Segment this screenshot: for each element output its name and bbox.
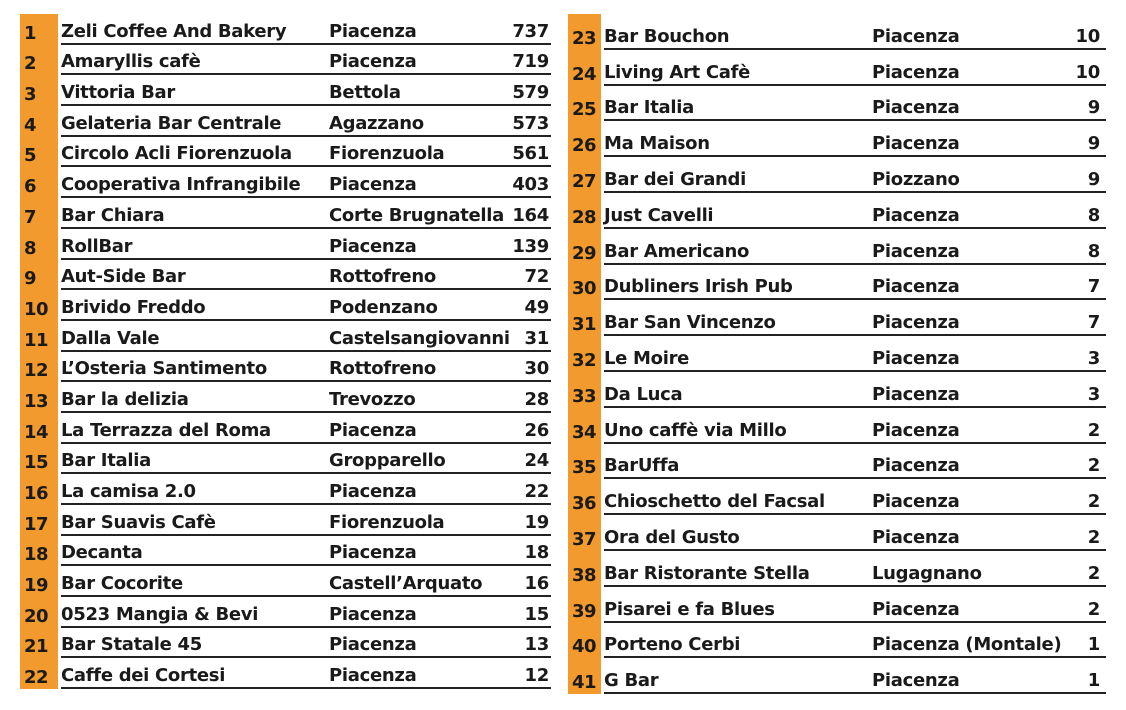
vote-count: 15 — [524, 603, 549, 625]
ranking-row — [20, 566, 551, 597]
ranking-row — [20, 260, 551, 291]
vote-count: 2 — [1087, 562, 1100, 584]
rank-number: 24 — [568, 50, 601, 86]
rank-number: 1 — [20, 14, 58, 45]
rank-number: 11 — [20, 321, 58, 352]
rank-number: 36 — [568, 479, 601, 515]
venue-city: Bettola — [329, 82, 401, 104]
ranking-row — [568, 300, 1106, 336]
vote-count: 561 — [512, 143, 549, 165]
venue-name: Vittoria Bar — [61, 82, 175, 104]
ranking-row — [568, 408, 1106, 444]
row-content — [604, 86, 1106, 122]
venue-name: 0523 Mangia & Bevi — [61, 603, 259, 625]
ranking-row — [568, 658, 1106, 694]
rank-number: 21 — [20, 628, 58, 659]
ranking-row — [568, 479, 1106, 515]
vote-count: 22 — [524, 481, 549, 502]
ranking-row — [568, 86, 1106, 122]
ranking-row — [568, 121, 1106, 157]
vote-count: 139 — [512, 235, 549, 257]
venue-name: La Terrazza del Roma — [61, 419, 271, 441]
venue-city: Rottofreno — [329, 358, 436, 380]
row-content — [604, 551, 1106, 587]
ranking-row — [20, 474, 551, 505]
venue-name: Cooperativa Infrangibile — [61, 174, 301, 196]
rank-number: 10 — [20, 290, 58, 321]
venue-name: L’Osteria Santimento — [61, 358, 267, 380]
row-content — [604, 121, 1106, 157]
vote-count: 10 — [1075, 61, 1100, 83]
venue-city: Piacenza — [872, 97, 960, 119]
venue-city: Piacenza — [872, 670, 960, 692]
venue-name: Pisarei e fa Blues — [604, 598, 775, 620]
venue-city: Piacenza — [872, 491, 960, 513]
ranking-row — [20, 321, 551, 352]
venue-name: Bar Suavis Cafè — [61, 511, 216, 533]
rank-number: 8 — [20, 229, 58, 260]
venue-city: Castelsangiovanni — [329, 327, 510, 349]
venue-name: Da Luca — [604, 383, 683, 405]
vote-count: 7 — [1087, 276, 1100, 298]
venue-name: Ma Maison — [604, 133, 710, 155]
ranking-row — [20, 352, 551, 383]
ranking-column-right — [568, 14, 1106, 694]
vote-count: 9 — [1087, 168, 1100, 190]
rank-number: 34 — [568, 408, 601, 444]
vote-count: 30 — [524, 358, 549, 380]
row-content — [604, 372, 1106, 408]
ranking-row — [568, 157, 1106, 193]
vote-count: 719 — [512, 51, 549, 73]
rank-number: 30 — [568, 265, 601, 301]
row-content — [61, 260, 551, 291]
rank-number: 6 — [20, 167, 58, 198]
venue-name: Bar Cocorite — [61, 573, 183, 595]
row-content — [61, 413, 551, 444]
rank-number: 19 — [20, 566, 58, 597]
rank-number: 37 — [568, 515, 601, 551]
row-content — [61, 382, 551, 413]
ranking-row — [568, 50, 1106, 86]
row-content — [61, 505, 551, 536]
rank-number: 35 — [568, 444, 601, 480]
vote-count: 18 — [524, 542, 549, 564]
venue-city: Piacenza — [872, 347, 960, 369]
venue-name: Chioschetto del Facsal — [604, 491, 825, 513]
ranking-row — [20, 198, 551, 229]
venue-city: Piacenza — [872, 383, 960, 405]
row-content — [61, 75, 551, 106]
venue-city: Gropparello — [329, 450, 446, 472]
venue-city: Piacenza — [872, 204, 960, 226]
venue-city: Piacenza — [872, 61, 960, 83]
venue-city: Piacenza — [329, 665, 417, 687]
vote-count: 12 — [524, 665, 549, 687]
venue-name: Decanta — [61, 542, 143, 564]
rank-number: 12 — [20, 352, 58, 383]
venue-name: Just Cavelli — [604, 204, 714, 226]
rank-number: 7 — [20, 198, 58, 229]
venue-city: Piacenza — [872, 240, 960, 262]
ranking-row — [20, 597, 551, 628]
row-content — [604, 658, 1106, 694]
ranking-row — [20, 658, 551, 689]
venue-city: Piacenza — [329, 51, 417, 73]
venue-city: Piacenza — [872, 276, 960, 298]
venue-city: Fiorenzuola — [329, 143, 445, 165]
ranking-row — [568, 515, 1106, 551]
rank-number: 4 — [20, 106, 58, 137]
venue-city: Corte Brugnatella — [329, 204, 504, 226]
rank-number: 13 — [20, 382, 58, 413]
venue-name: Uno caffè via Millo — [604, 419, 787, 441]
venue-city: Agazzano — [329, 112, 424, 134]
vote-count: 31 — [524, 327, 549, 349]
venue-name: Brivido Freddo — [61, 296, 206, 318]
row-content — [604, 157, 1106, 193]
venue-city: Podenzano — [329, 296, 438, 318]
rank-number: 40 — [568, 623, 601, 659]
vote-count: 737 — [512, 20, 549, 42]
rank-number: 32 — [568, 336, 601, 372]
venue-name: Circolo Acli Fiorenzuola — [61, 143, 292, 165]
ranking-row — [568, 14, 1106, 50]
row-content — [61, 536, 551, 567]
venue-city: Trevozzo — [329, 388, 416, 410]
rank-number: 5 — [20, 137, 58, 168]
ranking-row — [20, 628, 551, 659]
venue-city: Castell’Arquato — [329, 573, 483, 595]
row-content — [61, 137, 551, 168]
rank-number: 2 — [20, 45, 58, 76]
rank-number: 3 — [20, 75, 58, 106]
venue-name: Aut-Side Bar — [61, 266, 186, 288]
ranking-row — [20, 229, 551, 260]
vote-count: 28 — [524, 388, 549, 410]
venue-city: Piacenza (Montale) — [872, 634, 1062, 656]
venue-city: Rottofreno — [329, 266, 436, 288]
venue-name: Porteno Cerbi — [604, 634, 741, 656]
venue-name: Bar Italia — [604, 97, 694, 119]
row-content — [604, 336, 1106, 372]
venue-name: Gelateria Bar Centrale — [61, 112, 282, 134]
vote-count: 13 — [524, 634, 549, 656]
ranking-row — [568, 551, 1106, 587]
rank-number: 14 — [20, 413, 58, 444]
ranking-row — [20, 45, 551, 76]
row-content — [604, 587, 1106, 623]
venue-city: Piacenza — [329, 542, 417, 564]
vote-count: 26 — [524, 419, 549, 441]
ranking-row — [20, 536, 551, 567]
row-content — [61, 290, 551, 321]
vote-count: 2 — [1087, 526, 1100, 548]
ranking-row — [568, 193, 1106, 229]
vote-count: 2 — [1087, 491, 1100, 513]
venue-city: Piacenza — [329, 235, 417, 257]
row-content — [604, 265, 1106, 301]
ranking-row — [568, 336, 1106, 372]
vote-count: 8 — [1087, 204, 1100, 226]
rank-number: 29 — [568, 229, 601, 265]
rank-number: 33 — [568, 372, 601, 408]
venue-name: La camisa 2.0 — [61, 481, 196, 502]
rank-number: 38 — [568, 551, 601, 587]
vote-count: 1 — [1087, 634, 1100, 656]
rank-number: 22 — [20, 658, 58, 689]
venue-name: Bar Italia — [61, 450, 151, 472]
ranking-row — [20, 505, 551, 536]
venue-name: Caffe dei Cortesi — [61, 665, 226, 687]
vote-count: 49 — [524, 296, 549, 318]
vote-count: 573 — [512, 112, 549, 134]
venue-city: Piacenza — [872, 455, 960, 477]
venue-city: Piacenza — [329, 603, 417, 625]
venue-city: Piacenza — [329, 174, 417, 196]
vote-count: 72 — [524, 266, 549, 288]
row-content — [61, 566, 551, 597]
row-content — [604, 229, 1106, 265]
venue-name: Bar Statale 45 — [61, 634, 202, 656]
rank-number: 27 — [568, 157, 601, 193]
rank-number: 15 — [20, 444, 58, 475]
vote-count: 19 — [524, 511, 549, 533]
vote-count: 8 — [1087, 240, 1100, 262]
ranking-row — [568, 265, 1106, 301]
venue-city: Piacenza — [329, 20, 417, 42]
venue-name: Amaryllis cafè — [61, 51, 201, 73]
vote-count: 2 — [1087, 455, 1100, 477]
row-content — [61, 45, 551, 76]
row-content — [61, 474, 551, 505]
venue-city: Piacenza — [872, 598, 960, 620]
ranking-row — [20, 382, 551, 413]
rank-number: 9 — [20, 260, 58, 291]
ranking-row — [568, 372, 1106, 408]
venue-name: Living Art Cafè — [604, 61, 751, 83]
row-content — [604, 623, 1106, 659]
rank-number: 41 — [568, 658, 601, 694]
row-content — [61, 198, 551, 229]
ranking-row — [568, 444, 1106, 480]
vote-count: 9 — [1087, 133, 1100, 155]
row-content — [604, 50, 1106, 86]
venue-city: Lugagnano — [872, 562, 982, 584]
venue-city: Piacenza — [872, 526, 960, 548]
venue-name: Ora del Gusto — [604, 526, 740, 548]
venue-name: Dalla Vale — [61, 327, 160, 349]
row-content — [61, 229, 551, 260]
vote-count: 16 — [524, 573, 549, 595]
venue-city: Piacenza — [329, 481, 417, 502]
rank-number: 39 — [568, 587, 601, 623]
rank-number: 31 — [568, 300, 601, 336]
venue-city: Fiorenzuola — [329, 511, 445, 533]
ranking-column-left — [20, 14, 551, 689]
vote-count: 164 — [512, 204, 549, 226]
rank-number: 25 — [568, 86, 601, 122]
rank-number: 17 — [20, 505, 58, 536]
venue-city: Piacenza — [872, 312, 960, 334]
ranking-row — [20, 290, 551, 321]
rank-number: 28 — [568, 193, 601, 229]
rank-number: 18 — [20, 536, 58, 567]
rank-number: 16 — [20, 474, 58, 505]
row-content — [61, 597, 551, 628]
venue-city: Piacenza — [872, 133, 960, 155]
venue-name: Dubliners Irish Pub — [604, 276, 793, 298]
row-content — [604, 14, 1106, 50]
venue-city: Piozzano — [872, 168, 960, 190]
venue-name: G Bar — [604, 670, 659, 692]
row-content — [61, 106, 551, 137]
row-content — [604, 444, 1106, 480]
vote-count: 579 — [512, 82, 549, 104]
vote-count: 1 — [1087, 670, 1100, 692]
venue-city: Piacenza — [872, 25, 960, 47]
ranking-row — [20, 106, 551, 137]
venue-city: Piacenza — [329, 634, 417, 656]
row-content — [61, 658, 551, 689]
vote-count: 3 — [1087, 383, 1100, 405]
rank-number: 20 — [20, 597, 58, 628]
venue-name: Zeli Coffee And Bakery — [61, 20, 287, 42]
row-content — [604, 479, 1106, 515]
ranking-row — [20, 413, 551, 444]
vote-count: 2 — [1087, 598, 1100, 620]
venue-name: Bar dei Grandi — [604, 168, 747, 190]
vote-count: 10 — [1075, 25, 1100, 47]
ranking-row — [20, 167, 551, 198]
venue-city: Piacenza — [329, 419, 417, 441]
rank-number: 26 — [568, 121, 601, 157]
ranking-row — [20, 444, 551, 475]
row-content — [61, 444, 551, 475]
venue-name: Bar Bouchon — [604, 25, 730, 47]
ranking-row — [568, 587, 1106, 623]
venue-city: Piacenza — [872, 419, 960, 441]
vote-count: 7 — [1087, 312, 1100, 334]
row-content — [61, 321, 551, 352]
venue-name: Bar la delizia — [61, 388, 189, 410]
row-content — [61, 167, 551, 198]
vote-count: 2 — [1087, 419, 1100, 441]
ranking-row — [568, 229, 1106, 265]
vote-count: 403 — [512, 174, 549, 196]
vote-count: 3 — [1087, 347, 1100, 369]
ranking-row — [20, 14, 551, 45]
row-content — [604, 300, 1106, 336]
row-content — [604, 515, 1106, 551]
venue-name: Le Moire — [604, 347, 690, 369]
ranking-row — [20, 75, 551, 106]
row-content — [61, 352, 551, 383]
row-content — [61, 14, 551, 45]
row-content — [61, 628, 551, 659]
venue-name: Bar Ristorante Stella — [604, 562, 810, 584]
rank-number: 23 — [568, 14, 601, 50]
venue-name: RollBar — [61, 235, 133, 257]
vote-count: 24 — [524, 450, 549, 472]
ranking-row — [20, 137, 551, 168]
venue-name: BarUffa — [604, 455, 680, 477]
venue-name: Bar Americano — [604, 240, 750, 262]
venue-name: Bar Chiara — [61, 204, 165, 226]
vote-count: 9 — [1087, 97, 1100, 119]
venue-name: Bar San Vincenzo — [604, 312, 776, 334]
row-content — [604, 408, 1106, 444]
row-content — [604, 193, 1106, 229]
ranking-row — [568, 623, 1106, 659]
